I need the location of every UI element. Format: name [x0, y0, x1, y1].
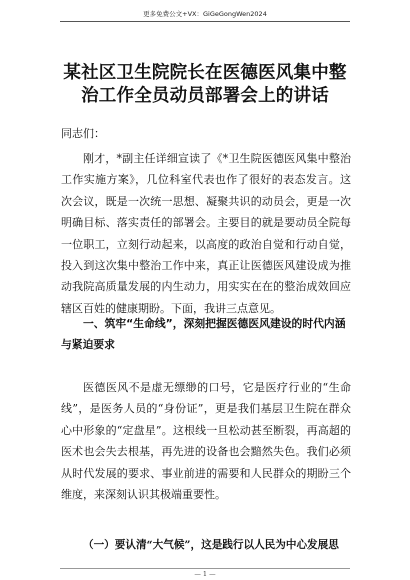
subsection-heading: （一）要认清“大气候”，这是践行以人民为中心发展思 — [83, 539, 339, 551]
document-title: 某社区卫生院院长在医德医风集中整治工作全员动员部署会上的讲话 — [63, 63, 347, 106]
section-heading: 一、筑牢“生命线”，深刻把握医德医风建设的时代内涵与紧迫要求 — [61, 317, 346, 352]
footer-divider — [60, 568, 350, 569]
salutation: 同志们： — [61, 127, 105, 140]
body-paragraph: 医德医风不是虚无缥缈的口号，它是医疗行业的“生命线”，是医务人员的“身份证”，更是我们基层卫生院在群众心中形象的“定盘星”。这根线一旦松动甚至断裂，再高超的医术也会失去根基，再先进的设备也会黯然失色。我们必须从时代发展的要求、事业前进的需要和人民群众的期盼三个维度，来深刻认识其极端重要性。 — [61, 381, 351, 502]
page-number: — 1 — — [194, 570, 216, 578]
body-paragraph: 刚才，*副主任详细宣读了《*卫生院医德医风集中整治工作实施方案》，几位科室代表也作了很好的表态发言。这次会议，既是一次统一思想、凝聚共识的动员会，更是一次明确目标、落实责任的部署会。主要目的就是要动员全院每一位职工，立刻行动起来，以高度的政治自觉和行动自觉，投入到这次集中整治工作中来，真正让医德医风建设成为推动我院高质量发展的内生动力，用实实在在的整治成效回应辖区百姓的健康期盼。下面，我讲三点意见。 — [61, 152, 351, 315]
header-divider — [60, 21, 350, 22]
header-note: 更多免费公文+VX：GiGeGongWen2024 — [143, 10, 267, 18]
